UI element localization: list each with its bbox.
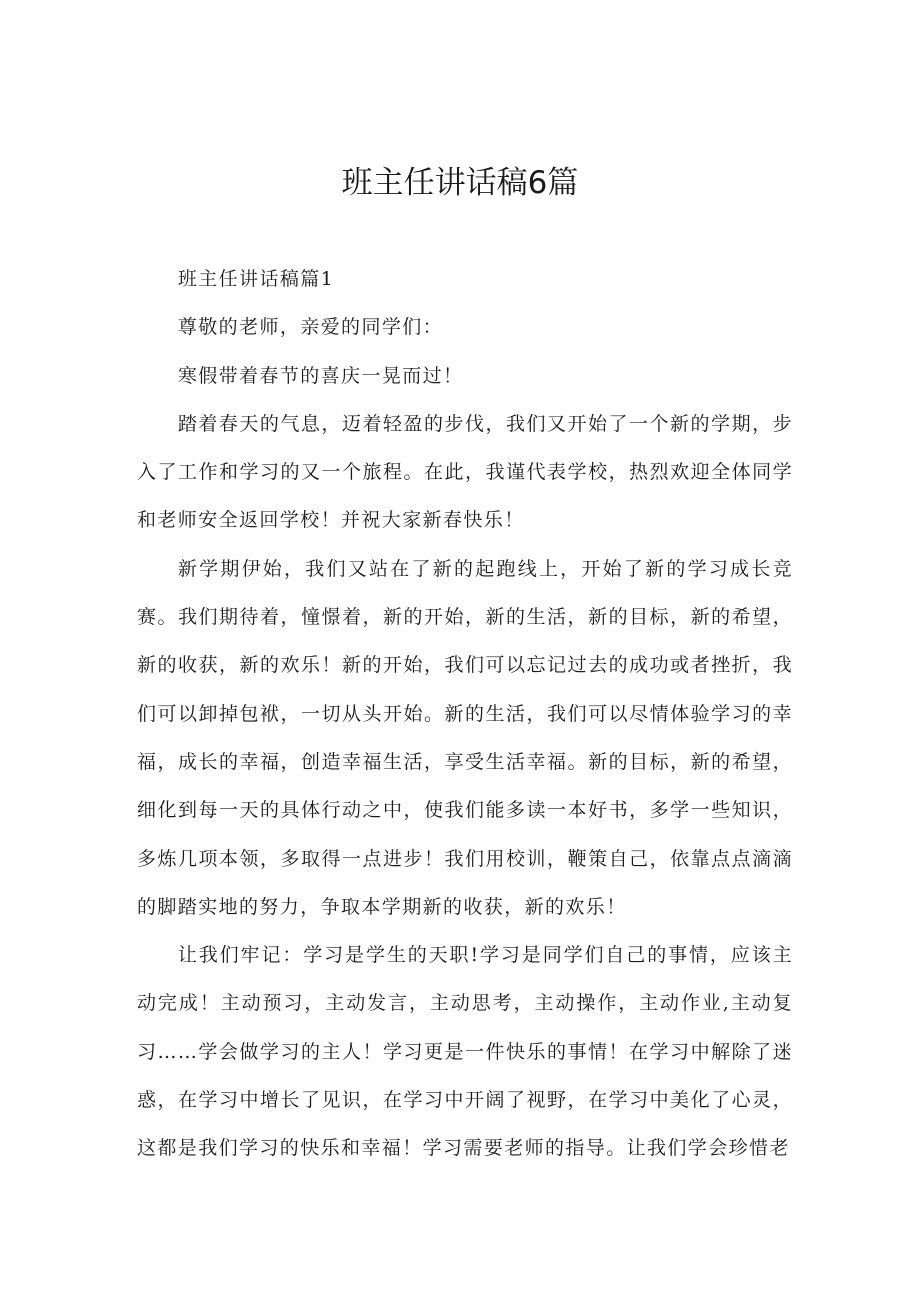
- body-paragraph: 新学期伊始，我们又站在了新的起跑线上，开始了新的学习成长竞赛。我们期待着，憧憬着，新的开始，新的生活，新的目标，新的希望，新的收获，新的欢乐！新的开始，我们可以忘记过去的成功或者挫折，我们可以卸掉包袱，一切从头开始。新的生活，我们可以尽情体验学习的幸福，成长的幸福，创造幸福生活，享受生活幸福。新的目标，新的希望，细化到每一天的具体行动之中，使我们能多读一本好书，多学一些知识，多炼几项本领，多取得一点进步！我们用校训，鞭策自己，依靠点点滴滴的脚踏实地的努力，争取本学期新的收获，新的欢乐！: [137, 557, 793, 918]
- document-body: [137, 255, 793, 1173]
- body-paragraph: 寒假带着春节的喜庆一晃而过！: [177, 364, 464, 387]
- body-paragraph: 让我们牢记：学习是学生的天职!学习是同学们自己的事情，应该主动完成！主动预习，主动发言，主动思考，主动操作，主动作业,主动复习……学会做学习的主人！学习更是一件快乐的事情！在学习中解除了迷惑，在学习中增长了见识，在学习中开阔了视野，在学习中美化了心灵，这都是我们学习的快乐和幸福！学习需要老师的指导。让我们学会珍惜老: [137, 944, 793, 1160]
- salutation: 尊敬的老师，亲爱的同学们：: [177, 316, 444, 339]
- document-title: 班主任讲话稿6篇: [341, 165, 579, 201]
- section-heading: 班主任讲话稿篇1: [177, 268, 335, 290]
- body-paragraph: 踏着春天的气息，迈着轻盈的步伐，我们又开始了一个新的学期，步入了工作和学习的又一个旅程。在此，我谨代表学校，热烈欢迎全体同学和老师安全返回学校！并祝大家新春快乐！: [137, 412, 793, 532]
